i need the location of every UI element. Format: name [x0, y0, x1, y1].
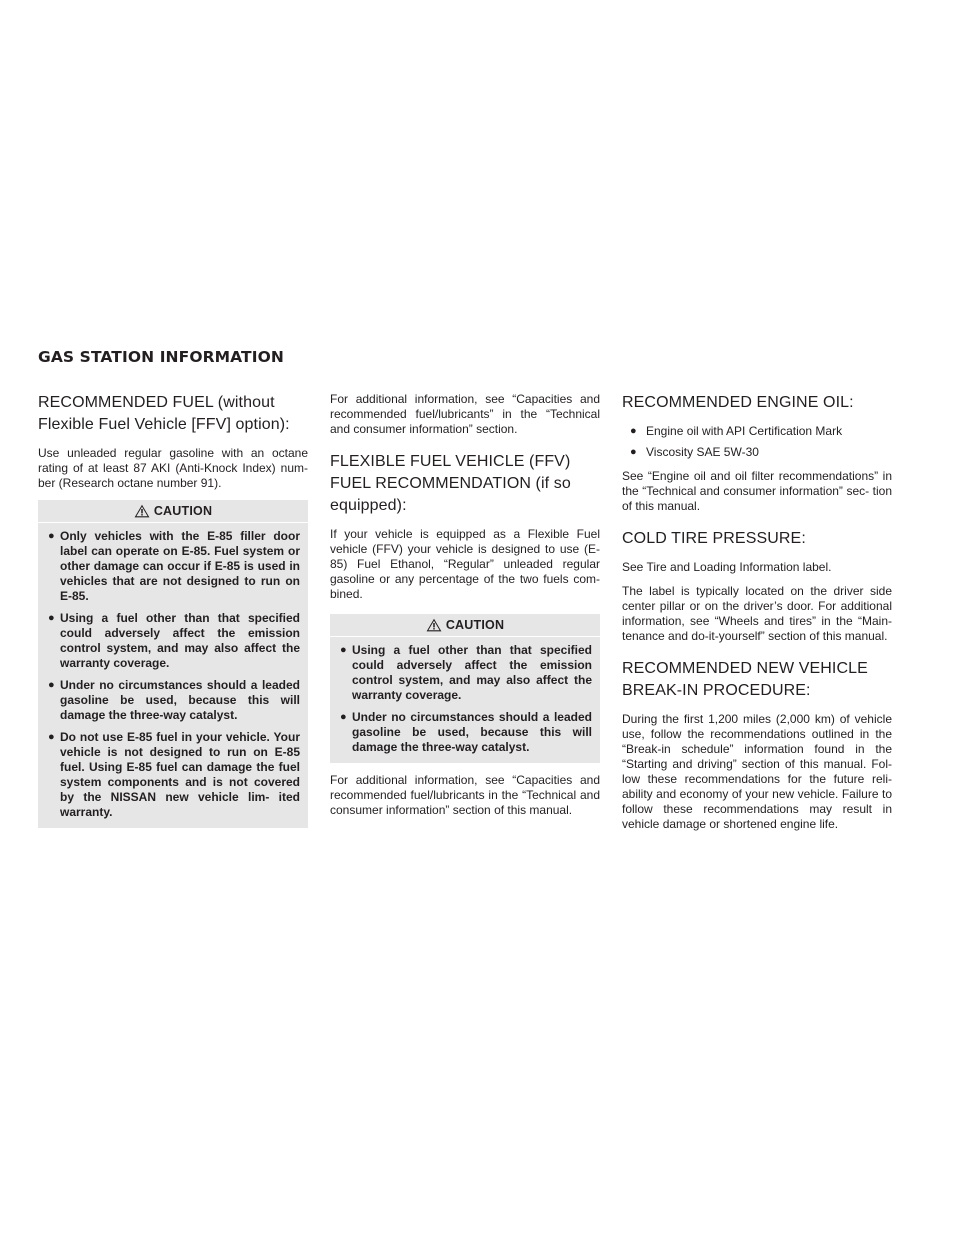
- caution-header: [38, 500, 308, 523]
- heading-break-in: RECOMMENDED NEW VEHICLE BREAK-IN PROCEDURE:: [622, 660, 868, 699]
- caution-item: ● Under no circumstances should a leaded gasoline be used, because this will damage the three-way catalyst.: [340, 710, 592, 754]
- bullet-icon: ●: [340, 644, 347, 656]
- column-left: [38, 392, 308, 838]
- bullet-icon: ●: [630, 425, 637, 437]
- caution-item: ● Using a fuel other than that specified could adversely affect the emission control system, and may also affect the warranty coverage.: [340, 643, 592, 702]
- caution-label: CAUTION: [445, 618, 505, 632]
- heading-engine-oil: RECOMMENDED ENGINE OIL:: [622, 394, 854, 411]
- warning-triangle-icon: [134, 504, 150, 518]
- caution-item: ● Only vehicles with the E-85 filler door label can operate on E-85. Fuel system or other damage can occur if E-85 is used in vehicles that are not designed to run on E-85.: [48, 529, 300, 603]
- heading-tire-pressure: COLD TIRE PRESSURE:: [622, 530, 806, 547]
- caution-box-ffv: [330, 614, 600, 763]
- paragraph-octane: Use unleaded regular gasoline with an octane rating of at least 87 AKI (Anti-Knock Index) num- ber (Research octane number 91).: [38, 446, 308, 490]
- paragraph-break-in: During the first 1,200 miles (2,000 km) of vehicle use, follow the recommendations outlined in the “Break-in schedule” information found in the “Starting and driving” section of this manual. Fol- low these recommendations for the future reli- ability and economy of your new vehicle. Failure to follow these recommendations may result in vehicle damage or shortened engine life.: [622, 712, 892, 831]
- bullet-icon: ●: [48, 612, 55, 624]
- caution-item: ● Using a fuel other than that specified could adversely affect the emission control system, and may also affect the warranty coverage.: [48, 611, 300, 670]
- bullet-icon: ●: [48, 530, 55, 542]
- bullet-icon: ●: [630, 446, 637, 458]
- warning-triangle-icon: [426, 618, 442, 632]
- paragraph-tire-1: See Tire and Loading Information label.: [622, 560, 832, 574]
- list-item: ● Engine oil with API Certification Mark: [630, 424, 843, 438]
- bullet-icon: ●: [48, 679, 55, 691]
- list-item: ● Viscosity SAE 5W-30: [630, 445, 759, 459]
- heading-ffv: FLEXIBLE FUEL VEHICLE (FFV) FUEL RECOMMENDATION (if so equipped):: [330, 453, 571, 514]
- column-middle: [330, 392, 600, 827]
- caution-box-fuel: [38, 500, 308, 828]
- bullet-icon: ●: [48, 731, 55, 743]
- caution-item: ● Under no circumstances should a leaded gasoline be used, because this will damage the three-way catalyst.: [48, 678, 300, 722]
- section-title: GAS STATION INFORMATION: [38, 348, 284, 366]
- paragraph-tire-2: The label is typically located on the driver side center pillar or on the driver’s door. For additional information, see “Wheels and tires” in the “Main- tenance and do-it-yourself” section of this manual.: [622, 584, 892, 643]
- paragraph-additional-info-2: For additional information, see “Capacities and recommended fuel/lubricants in the “Technical and consumer information” section of this manual.: [330, 773, 600, 817]
- caution-label: CAUTION: [153, 504, 213, 518]
- paragraph-ffv: If your vehicle is equipped as a Flexible Fuel vehicle (FFV) your vehicle is designed to use (E-85) Fuel Ethanol, “Regular” unleaded regular gasoline or any percentage of the two fuels com- bined.: [330, 527, 600, 601]
- paragraph-additional-info: For additional information, see “Capacities and recommended fuel/lubricants” in the “Technical and consumer information” section.: [330, 392, 600, 436]
- caution-item: ● Do not use E-85 fuel in your vehicle. Your vehicle is not designed to run on E-85 fuel. Using E-85 fuel can damage the fuel system components and is not covered by the NISSAN new vehicle lim- ited warranty.: [48, 730, 300, 819]
- paragraph-oil: See “Engine oil and oil filter recommendations” in the “Technical and consumer information” sec- tion of this manual.: [622, 469, 892, 513]
- heading-recommended-fuel: RECOMMENDED FUEL (without Flexible Fuel Vehicle [FFV] option):: [38, 394, 290, 433]
- bullet-icon: ●: [340, 711, 347, 723]
- column-right: [622, 392, 892, 841]
- oil-list: [622, 424, 892, 460]
- caution-header: [330, 614, 600, 637]
